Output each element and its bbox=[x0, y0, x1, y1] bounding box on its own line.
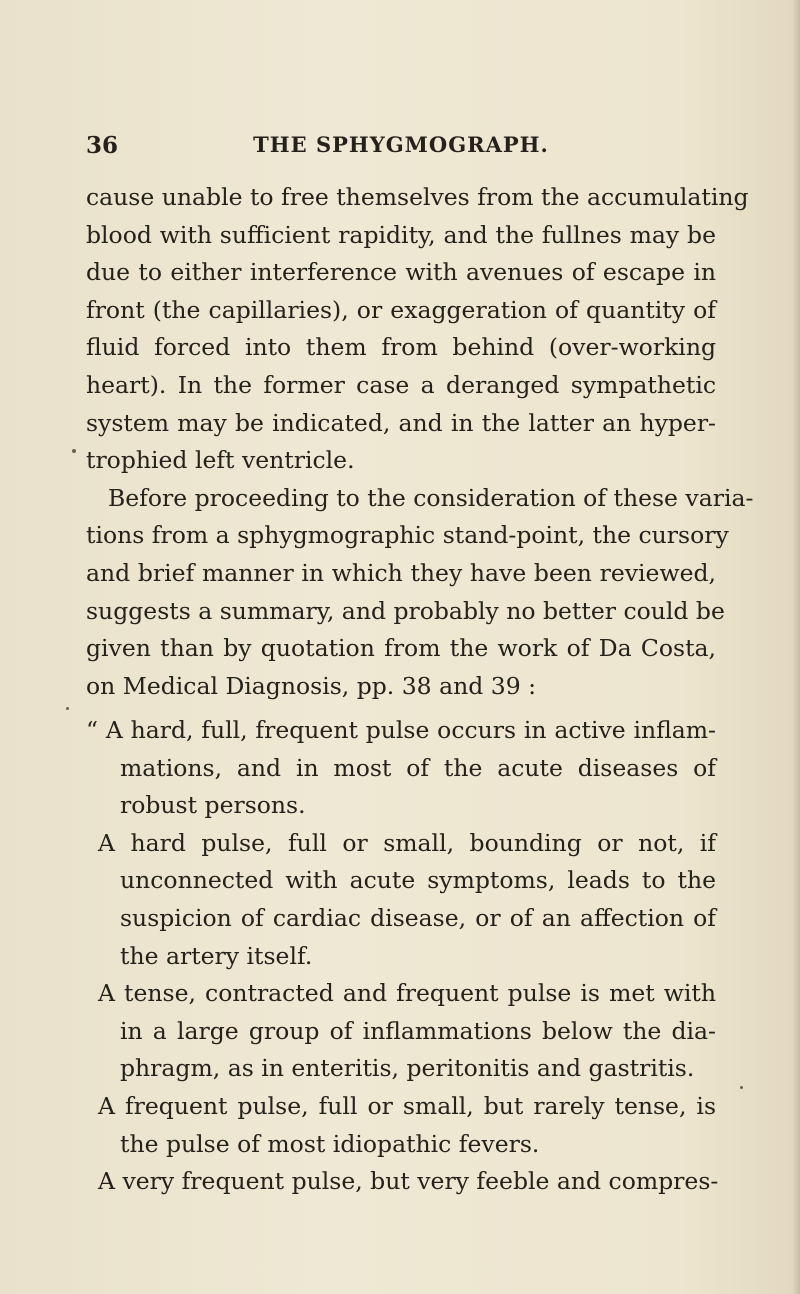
quote-line: A frequent pulse, full or small, but rarely tense, is bbox=[98, 1092, 716, 1120]
text-line: tions from a sphygmographic stand-point, the cursory bbox=[86, 521, 729, 550]
quote-line: mations, and in most of the acute diseases of bbox=[120, 753, 716, 782]
text-line: given than by quotation from the work of Da Costa, bbox=[86, 634, 716, 663]
text-line: blood with sufficient rapidity, and the fullnes may be bbox=[86, 220, 716, 249]
text-line: trophied left ventricle. bbox=[86, 446, 355, 475]
quote-line: suspicion of cardiac disease, or of an affection of bbox=[120, 904, 716, 932]
margin-speck bbox=[740, 1086, 743, 1089]
quote-line: unconnected with acute symptoms, leads to the bbox=[120, 866, 716, 895]
quote-line: “ A hard, full, frequent pulse occurs in active inflam- bbox=[86, 716, 716, 744]
text-line: heart). In the former case a deranged sympathetic bbox=[86, 371, 716, 399]
quote-line: in a large group of inflammations below the dia- bbox=[120, 1016, 716, 1045]
text-line: on Medical Diagnosis, pp. 38 and 39 : bbox=[86, 671, 537, 700]
running-title: THE SPHYGMOGRAPH. bbox=[253, 132, 549, 157]
text-line: cause unable to free themselves from the accumulating bbox=[86, 183, 749, 211]
text-line: Before proceeding to the consideration of these varia- bbox=[108, 483, 754, 512]
text-line: due to either interference with avenues of escape in bbox=[86, 258, 716, 287]
text-line: fluid forced into them from behind (over-working bbox=[86, 333, 716, 362]
text-line: front (the capillaries), or exaggeration of quantity of bbox=[86, 295, 716, 324]
text-line: system may be indicated, and in the latter an hyper- bbox=[86, 408, 716, 437]
quote-line: the artery itself. bbox=[120, 941, 313, 970]
quote-line: robust persons. bbox=[120, 791, 306, 820]
quote-line: phragm, as in enteritis, peritonitis and gastritis. bbox=[120, 1054, 695, 1083]
page-header bbox=[86, 132, 716, 166]
page-number: 36 bbox=[86, 132, 119, 159]
quote-line: A very frequent pulse, but very feeble and compres- bbox=[98, 1167, 719, 1196]
page-edge-shadow bbox=[792, 0, 800, 1294]
margin-speck bbox=[66, 707, 69, 710]
quote-line: A tense, contracted and frequent pulse is met with bbox=[98, 979, 716, 1008]
text-line: and brief manner in which they have been reviewed, bbox=[86, 559, 716, 587]
quote-line: the pulse of most idiopathic fevers. bbox=[120, 1129, 540, 1158]
text-line: suggests a summary, and probably no better could be bbox=[86, 596, 725, 625]
margin-speck bbox=[72, 449, 76, 453]
quote-line: A hard pulse, full or small, bounding or not, if bbox=[98, 828, 716, 857]
